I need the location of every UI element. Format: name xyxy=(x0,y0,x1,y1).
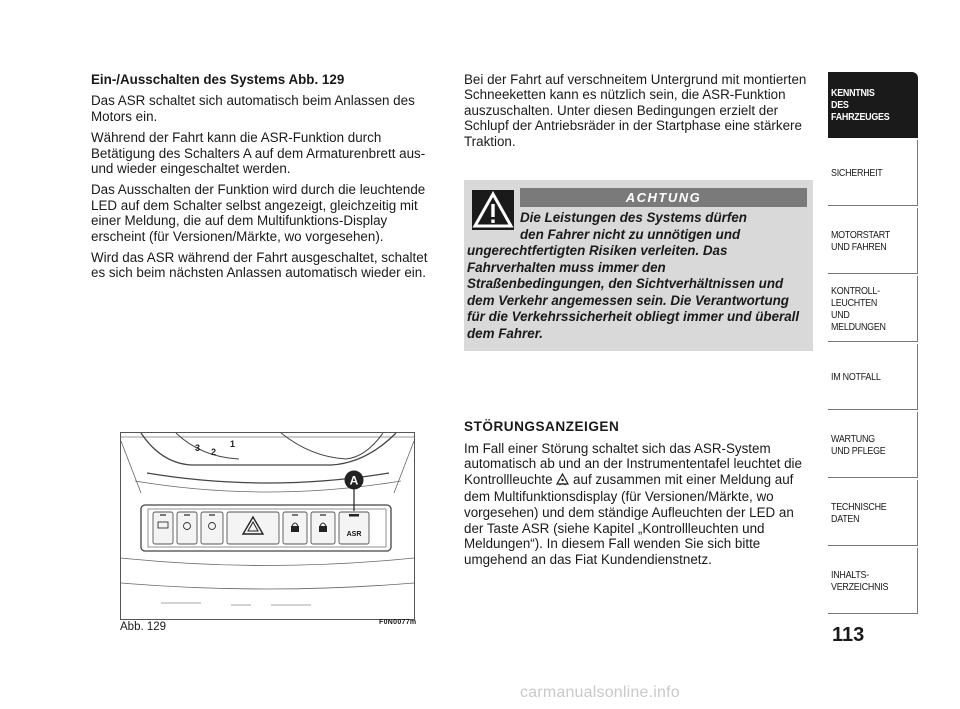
diagnostics-heading: STÖRUNGSANZEIGEN xyxy=(464,419,620,434)
tab-label: KENNTNIS DES FAHRZEUGES xyxy=(831,87,890,123)
gear-mark: 3 xyxy=(195,443,201,453)
diagnostics-text xyxy=(464,441,816,568)
paragraph: Während der Fahrt kann die ASR-Funktion durch Betätigung des Schalters A auf dem Armaturenbrett aus- und wieder eingeschaltet werden. xyxy=(91,130,426,177)
asr-button-label: ASR xyxy=(346,531,362,538)
tab-inhaltsverzeichnis[interactable] xyxy=(828,548,918,614)
section-heading: Ein-/Ausschalten des Systems Abb. 129 xyxy=(91,72,345,87)
tab-sicherheit[interactable] xyxy=(828,140,918,206)
tab-label: IM NOTFALL xyxy=(831,371,881,383)
figure-caption: Abb. 129 xyxy=(120,621,167,633)
callout-a: A xyxy=(349,473,359,488)
intro-paragraph: Bei der Fahrt auf verschneitem Untergrund mit montierten Schneeketten kann es nützlich sein, die ASR-Funktion auszuschalten. Unter diesen Bedingungen erzielt der Schlupf der Antriebsräder in der Startphase eine stärkere Traktion. xyxy=(464,72,807,149)
tab-label: SICHERHEIT xyxy=(831,167,883,179)
left-column xyxy=(91,72,441,287)
paragraph: Wird das ASR während der Fahrt ausgeschaltet, schaltet es sich beim nächsten Anlassen automatisch wieder ein. xyxy=(91,250,428,281)
paragraph: Das ASR schaltet sich automatisch beim Anlassen des Motors ein. xyxy=(91,93,415,124)
tab-label: KONTROLL- LEUCHTEN UND MELDUNGEN xyxy=(831,285,886,333)
watermark: carmanualsonline.info xyxy=(520,684,680,701)
tab-label: TECHNISCHE DATEN xyxy=(831,501,887,525)
tab-kenntnis[interactable] xyxy=(828,72,918,138)
figure-code: F0N0077m xyxy=(379,619,417,626)
tab-label: MOTORSTART UND FAHREN xyxy=(831,229,890,253)
tab-motorstart[interactable] xyxy=(828,208,918,274)
diagnostics-text-b: auf zusammen mit einer Meldung auf dem Multifunktionsdisplay (für Versionen/Märkte, wo vorgesehen) und dem ständige Aufleuchten der LED an der Taste ASR (siehe Kapitel „Kontrollleuchten und Meldungen“). In diesem Fall wenden Sie sich bitte umgehend an das Fiat Kundendienstnetz. xyxy=(464,471,794,567)
tab-label: INHALTS- VERZEICHNIS xyxy=(831,569,889,593)
diagnostics-text-a: Im Fall einer Störung schaltet sich das ASR-System automatisch ab und an der Instrumententafel leuchtet die Kontrollleuchte xyxy=(464,440,802,487)
right-column xyxy=(464,72,816,155)
gear-mark: 2 xyxy=(211,447,217,457)
warning-banner: ACHTUNG xyxy=(520,188,807,207)
warning-text xyxy=(467,210,807,342)
gear-mark: 1 xyxy=(230,439,236,449)
warning-body: ungerechtfertigten Risiken verleiten. Das Fahrverhalten muss immer den Straßenbedingungen, den Sichtverhältnissen und dem Verkehr angemessen sein. Die Verantwortung für die Verkehrssicherheit obliegt immer und überall dem Fahrer. xyxy=(467,243,800,341)
paragraph: Das Ausschalten der Funktion wird durch die leuchtende LED auf dem Schalter selbst angezeigt, gleichzeitig mit einer Meldung, die auf dem Multifunktions-Display erscheint (für Versionen/Märkte, wo vorgesehen). xyxy=(91,182,426,244)
asr-warning-light-icon xyxy=(556,473,569,490)
warning-line: den Fahrer nicht zu unnötigen und xyxy=(520,226,741,242)
warning-line: Die Leistungen des Systems dürfen xyxy=(520,210,747,225)
warning-box xyxy=(464,180,813,351)
dashboard-figure xyxy=(120,432,415,620)
tab-kontrollleuchten[interactable] xyxy=(828,276,918,342)
tab-technische-daten[interactable] xyxy=(828,480,918,546)
tab-im-notfall[interactable] xyxy=(828,344,918,410)
tab-label: WARTUNG UND PFLEGE xyxy=(831,433,886,457)
diagnostics-section xyxy=(464,419,816,567)
tab-wartung[interactable] xyxy=(828,412,918,478)
page-number: 113 xyxy=(832,624,865,646)
